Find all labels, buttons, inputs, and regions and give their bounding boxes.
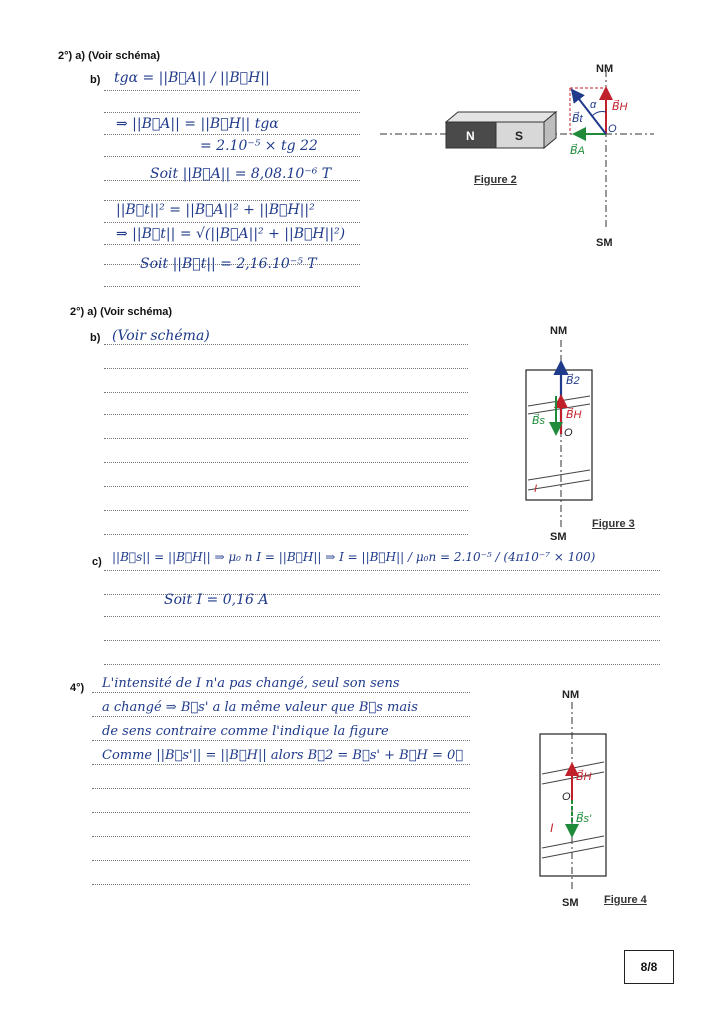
fig3-origin-label: O <box>564 427 573 439</box>
figure-3-caption: Figure 3 <box>592 518 635 530</box>
figure-4-caption: Figure 4 <box>604 894 647 906</box>
fig4-nm-label: NM <box>562 689 580 701</box>
figure-3 <box>506 320 616 542</box>
section1-b-label: b) <box>90 74 101 86</box>
section4-line-4: Comme ||B⃗s'|| = ||B⃗H|| alors B⃗2 = B⃗s' + B⃗H = 0⃗ <box>102 748 464 763</box>
fig4-sm-label: SM <box>562 897 579 909</box>
section2-c-line-1: ||B⃗s|| = ||B⃗H|| ⇒ μ₀ n I = ||B⃗H|| ⇒ I = ||B⃗H|| / μ₀n = 2.10⁻⁵ / (4π10⁻⁷ × 100) <box>112 550 596 564</box>
fig4-current-label: I <box>550 821 554 835</box>
section4-line-2: a changé ⇒ B⃗s' a la même valeur que B⃗s mais <box>102 700 418 715</box>
figure-2-caption: Figure 2 <box>474 174 517 186</box>
fig4-bh-label: B⃗H <box>576 771 592 783</box>
fig2-origin-label: O <box>608 123 617 135</box>
section1-line-2: ⇒ ||B⃗A|| = ||B⃗H|| tgα <box>116 116 279 132</box>
section1-line-5: ||B⃗t||² = ||B⃗A||² + ||B⃗H||² <box>116 202 315 218</box>
fig4-origin-label: O <box>562 791 571 803</box>
fig2-bh-label: B⃗H <box>612 101 628 113</box>
fig2-angle-label: α <box>590 99 597 111</box>
fig3-current-label: I <box>534 483 538 495</box>
fig2-ba-label: B⃗A <box>570 145 585 157</box>
section1-line-4: Soit ||B⃗A|| = 8,08.10⁻⁶ T <box>150 166 332 182</box>
fig2-nm-label: NM <box>596 63 614 75</box>
figure-4 <box>516 684 626 910</box>
section2-c-label: c) <box>92 556 102 568</box>
section4-line-1: L'intensité de I n'a pas changé, seul son sens <box>102 676 400 691</box>
section2-heading: 2°) a) (Voir schéma) <box>70 306 173 318</box>
magnet-s-label: S <box>515 129 524 143</box>
fig2-sm-label: SM <box>596 237 613 249</box>
figure-2 <box>378 50 668 250</box>
fig3-bh-label: B⃗H <box>566 409 582 421</box>
page-number: 8/8 <box>624 950 674 984</box>
section2-c-line-2: Soit I = 0,16 A <box>164 592 269 608</box>
fig2-bt-label: B⃗t <box>572 113 583 125</box>
fig3-sm-label: SM <box>550 531 567 542</box>
section4-line-3: de sens contraire comme l'indique la figure <box>102 724 389 739</box>
section2-b-label: b) <box>90 332 101 344</box>
fig4-bs-label: B⃗s' <box>576 813 592 825</box>
fig3-nm-label: NM <box>550 325 568 337</box>
fig3-b2-label: B⃗2 <box>566 375 580 387</box>
section1-heading: 2°) a) (Voir schéma) <box>58 50 161 62</box>
section1-line-3: = 2.10⁻⁵ × tg 22 <box>200 138 318 154</box>
section2-b-text: (Voir schéma) <box>112 328 210 344</box>
bar-magnet <box>446 112 556 148</box>
fig3-bs-label: B⃗s <box>532 415 546 427</box>
magnet-n-label: N <box>466 129 475 143</box>
section1-line-6: ⇒ ||B⃗t|| = √(||B⃗A||² + ||B⃗H||²) <box>116 226 346 242</box>
section1-line-1: tgα = ||B⃗A|| / ||B⃗H|| <box>114 70 270 86</box>
section4-heading: 4°) <box>70 682 85 694</box>
section1-line-7: Soit ||B⃗t|| = 2,16.10⁻⁵ T <box>140 256 317 272</box>
